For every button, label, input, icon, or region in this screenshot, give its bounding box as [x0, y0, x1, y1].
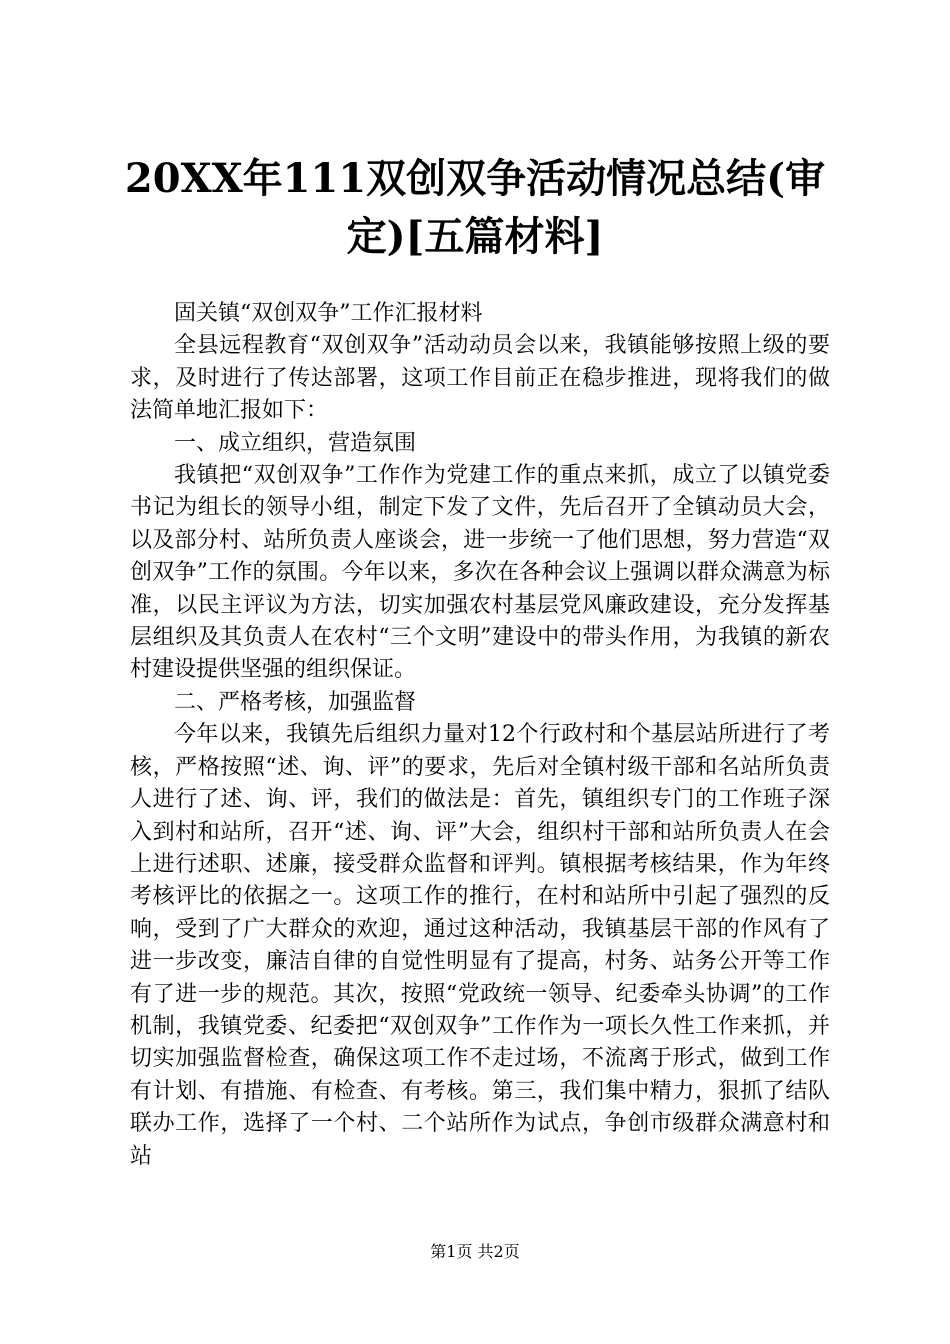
paragraph: 全县远程教育“双创双争”活动动员会以来，我镇能够按照上级的要求，及时进行了传达部署，这项工作目前正在稳步推进，现将我们的做法简单地汇报如下：	[130, 333, 830, 424]
paragraph-heading: 固关镇“双创双争”工作汇报材料	[174, 301, 483, 326]
document-title: 20XX年111双创双争活动情况总结(审定)[五篇材料]	[124, 155, 826, 260]
paragraph: 我镇把“双创双争”工作作为党建工作的重点来抓，成立了以镇党委书记为组长的领导小组，制定下发了文件，先后召开了全镇动员大会，以及部分村、站所负责人座谈会，进一步统一了他们思想，努力营造“双创双争”工作的氛围。今年以来，多次在各种会议上强调以群众满意为标准，以民主评议为方法，切实加强农村基层党风廉政建设，充分发挥基层组织及其负责人在农村“三个文明”建设中的带头作用，为我镇的新农村建设提供坚强的组织保证。	[130, 463, 830, 683]
paragraph: 今年以来，我镇先后组织力量对12个行政村和个基层站所进行了考核，严格按照“述、询、评”的要求，先后对全镇村级干部和名站所负责人进行了述、询、评，我们的做法是：首先，镇组织专门的工作班子深入到村和站所，召开“述、询、评”大会，组织村干部和站所负责人在会上进行述职、述廉，接受群众监督和评判。镇根据考核结果，作为年终考核评比的依据之一。这项工作的推行，在村和站所中引起了强烈的反响，受到了广大群众的欢迎，通过这种活动，我镇基层干部的作风有了进一步改变，廉洁自律的自觉性明显有了提高，村务、站务公开等工作有了进一步的规范。其次，按照“党政统一领导、纪委牵头协调”的工作机制，我镇党委、纪委把“双创双争”工作作为一项长久性工作来抓，并切实加强监督检查，确保这项工作不走过场，不流离于形式，做到工作有计划、有措施、有检查、有考核。第三，我们集中精力，狠抓了结队联办工作，选择了一个村、二个站所作为试点，争创市级群众满意村和站	[130, 722, 830, 1169]
section-heading: 一、成立组织，营造氛围	[174, 430, 417, 456]
section-heading: 二、严格考核，加强监督	[174, 689, 417, 715]
page-footer: 第1页 共2页	[430, 1242, 520, 1261]
document-body	[130, 298, 830, 1173]
